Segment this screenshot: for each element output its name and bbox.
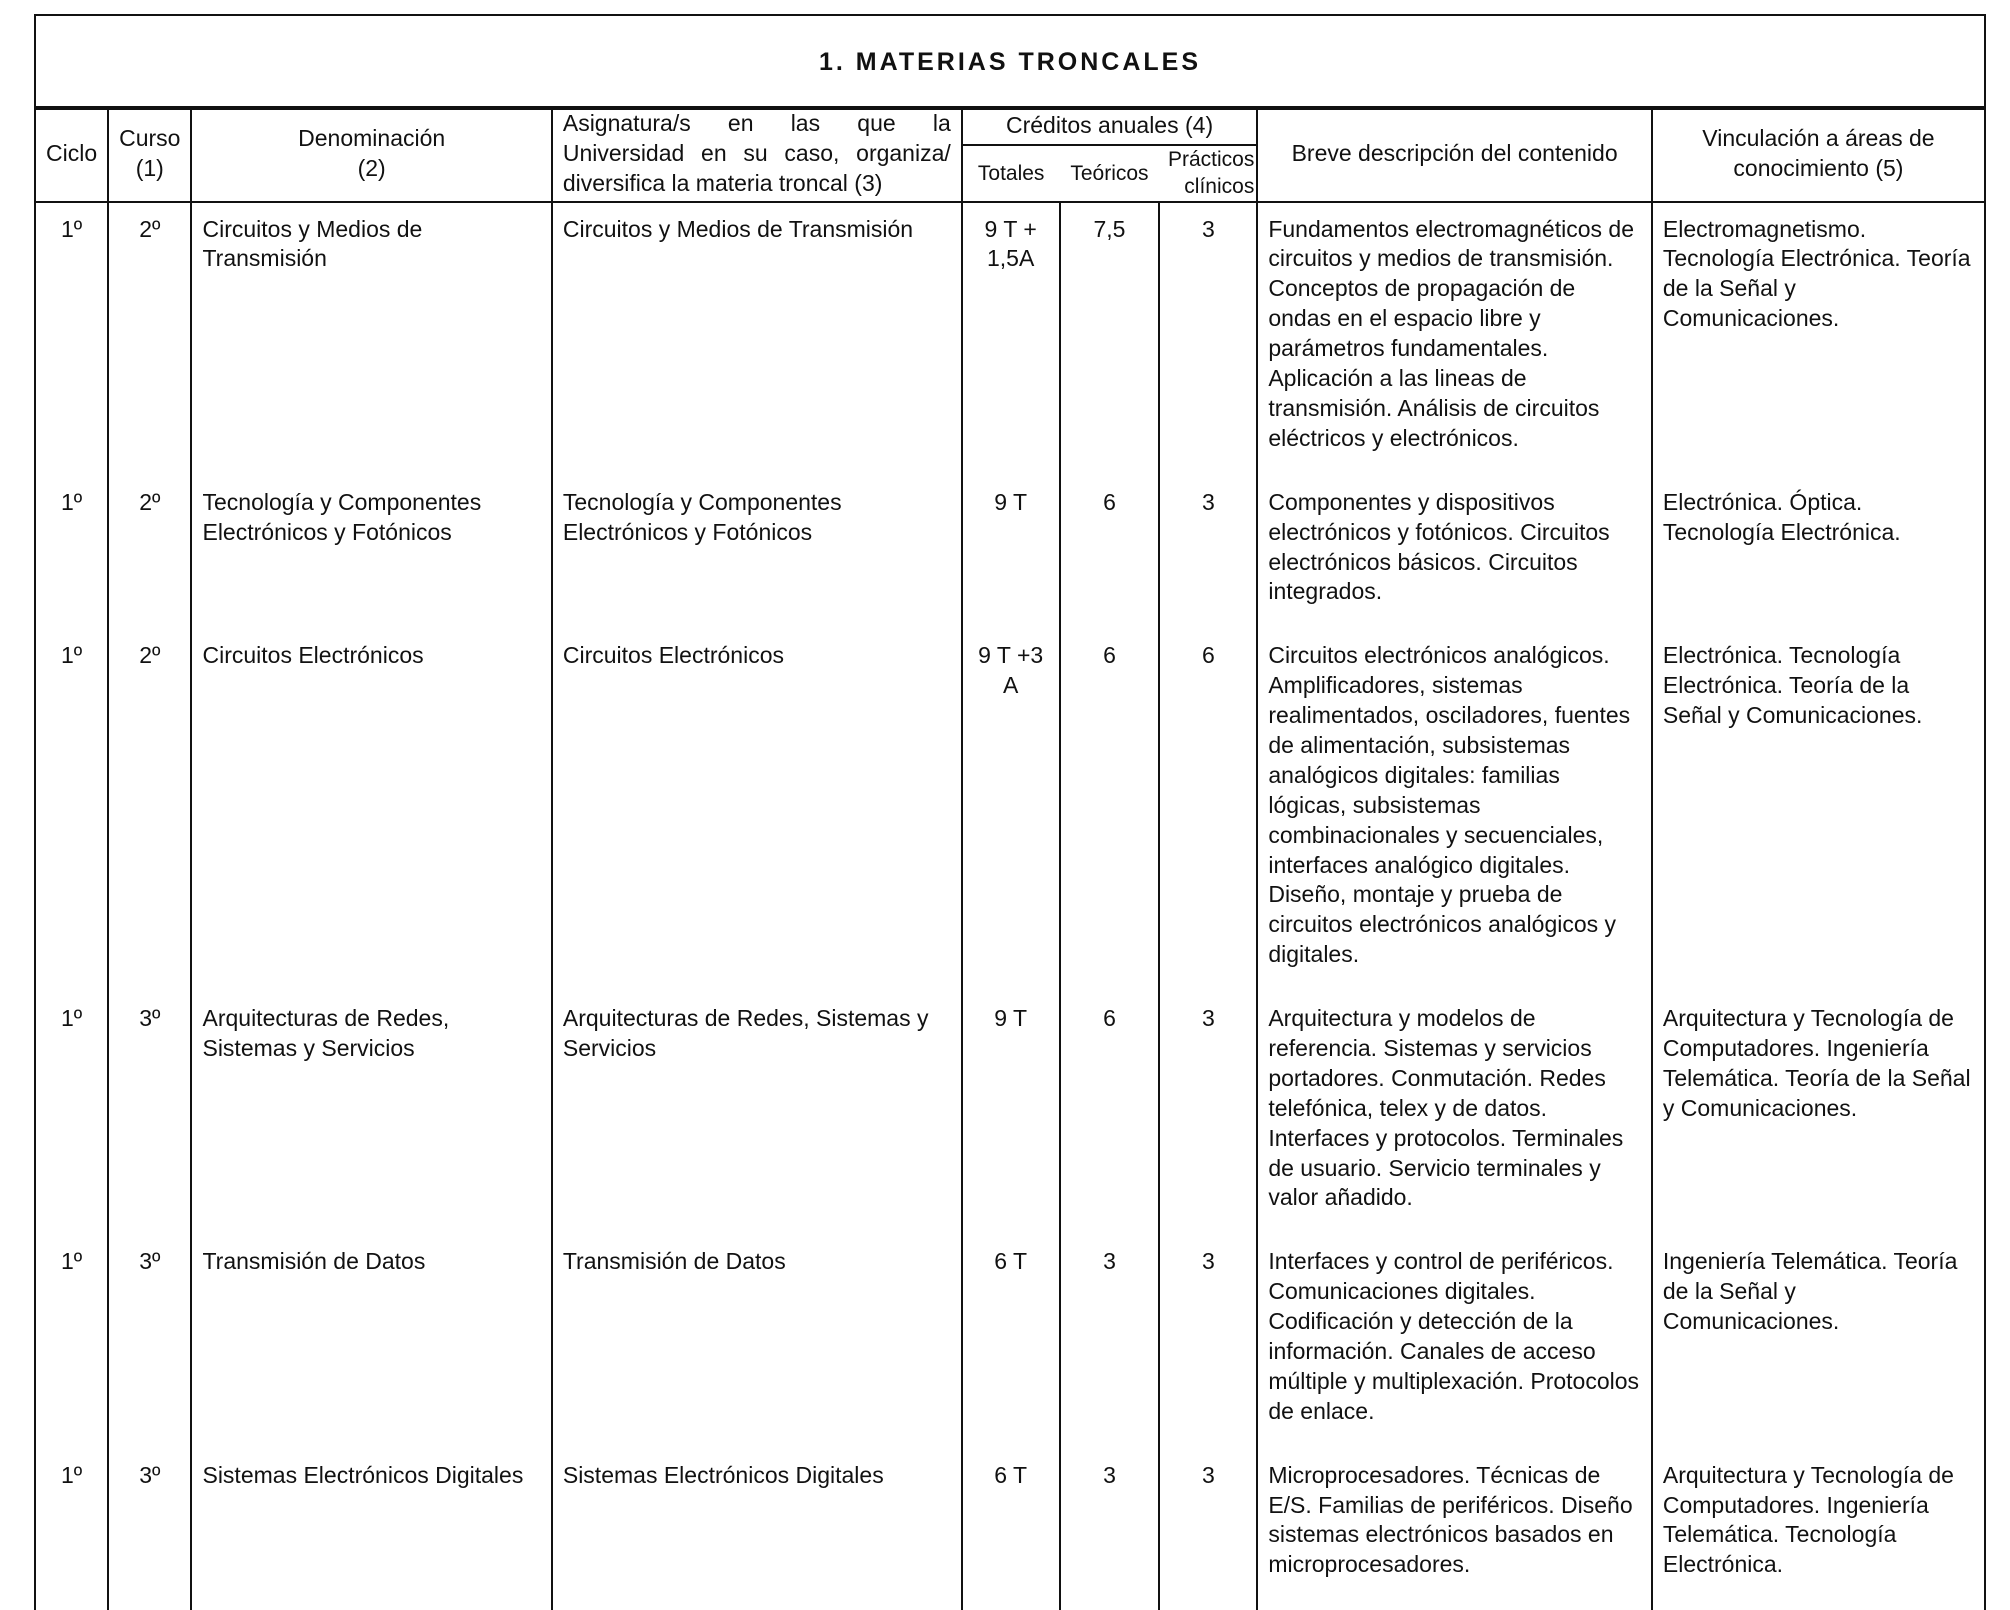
document-sheet <box>34 14 1986 1578</box>
header-ciclo-label: Ciclo <box>46 140 98 167</box>
table-body <box>35 202 1985 1610</box>
descripcion-cell: Arquitectura y modelos de referencia. Sistemas y servicios portadores. Conmutación. Redes telefónica, telex y de datos. Interfaces y protocolos. Terminales de usuario. Servicio terminales y valor añadido. <box>1257 992 1652 1235</box>
asignatura-cell: Circuitos Electrónicos <box>552 629 962 992</box>
teoricos-cell: 6 <box>1060 629 1160 992</box>
teoricos-cell: 3 <box>1060 1235 1160 1448</box>
curso-cell: 3º <box>108 992 191 1235</box>
title-box <box>34 14 1986 110</box>
vinculacion-cell: Arquitectura y Tecnología de Computadores. Ingeniería Telemática. Teoría de la Señal y Comunicaciones. <box>1652 992 1985 1235</box>
denominacion-cell: Tecnología y Componentes Electrónicos y Fotónicos <box>191 476 551 630</box>
totales-cell: 9 T +3 A <box>962 629 1060 992</box>
table-row <box>35 476 1985 630</box>
descripcion-cell: Interfaces y control de periféricos. Comunicaciones digitales. Codificación y detección de la información. Canales de acceso múltiple y multiplexación. Protocolos de enlace. <box>1257 1235 1652 1448</box>
header-teoricos-label: Teóricos <box>1070 161 1149 185</box>
header-creditos <box>962 107 1258 145</box>
table-header <box>35 107 1985 202</box>
header-ciclo <box>35 107 108 202</box>
ciclo-cell: 1º <box>35 202 108 476</box>
curso-cell: 2º <box>108 202 191 476</box>
asignatura-cell: Transmisión de Datos <box>552 1235 962 1448</box>
table-row <box>35 629 1985 992</box>
header-practicos-label: Prácticos clínicos <box>1167 148 1255 199</box>
asignatura-cell: Circuitos y Medios de Transmisión <box>552 202 962 476</box>
curso-cell: 2º <box>108 476 191 630</box>
totales-cell: 6 T <box>962 1449 1060 1610</box>
document-title: 1. MATERIAS TRONCALES <box>819 47 1201 76</box>
table-row <box>35 992 1985 1235</box>
denominacion-cell: Circuitos y Medios de Transmisión <box>191 202 551 476</box>
header-curso-note: (1) <box>135 155 164 182</box>
header-curso <box>108 107 191 202</box>
practicos-cell: 3 <box>1159 476 1257 630</box>
header-curso-label: Curso <box>119 125 181 152</box>
teoricos-cell: 3 <box>1060 1449 1160 1610</box>
descripcion-cell: Circuitos electrónicos analógicos. Amplificadores, sistemas realimentados, osciladores, fuentes de alimentación, subsistemas analógicos digitales: familias lógicas, subsistemas combinacionales y secuenciales, interfaces analógico digitales. Diseño, montaje y prueba de circuitos electrónicos analógicos y digitales. <box>1257 629 1652 992</box>
denominacion-cell: Transmisión de Datos <box>191 1235 551 1448</box>
asignatura-cell: Tecnología y Componentes Electrónicos y Fotónicos <box>552 476 962 630</box>
ciclo-cell: 1º <box>35 1235 108 1448</box>
totales-cell: 9 T <box>962 476 1060 630</box>
ciclo-cell: 1º <box>35 476 108 630</box>
header-practicos <box>1159 145 1257 202</box>
header-vinculacion <box>1652 107 1985 202</box>
curso-cell: 3º <box>108 1235 191 1448</box>
vinculacion-cell: Ingeniería Telemática. Teoría de la Señal y Comunicaciones. <box>1652 1235 1985 1448</box>
denominacion-cell: Circuitos Electrónicos <box>191 629 551 992</box>
totales-cell: 6 T <box>962 1235 1060 1448</box>
header-denominacion-label: Denominación <box>298 125 446 152</box>
denominacion-cell: Sistemas Electrónicos Digitales <box>191 1449 551 1610</box>
header-teoricos <box>1060 145 1160 202</box>
table-row <box>35 1449 1985 1610</box>
table-row <box>35 202 1985 476</box>
header-asignatura <box>552 107 962 202</box>
vinculacion-cell: Electrónica. Óptica. Tecnología Electrónica. <box>1652 476 1985 630</box>
ciclo-cell: 1º <box>35 629 108 992</box>
totales-cell: 9 T + 1,5A <box>962 202 1060 476</box>
totales-cell: 9 T <box>962 992 1060 1235</box>
practicos-cell: 3 <box>1159 1235 1257 1448</box>
header-descripcion-label: Breve descripción del contenido <box>1291 140 1618 167</box>
ciclo-cell: 1º <box>35 992 108 1235</box>
header-denominacion-note: (2) <box>357 155 386 182</box>
practicos-cell: 3 <box>1159 992 1257 1235</box>
practicos-cell: 3 <box>1159 1449 1257 1610</box>
teoricos-cell: 6 <box>1060 476 1160 630</box>
header-descripcion <box>1257 107 1652 202</box>
asignatura-cell: Arquitecturas de Redes, Sistemas y Servicios <box>552 992 962 1235</box>
header-vinculacion-label: Vinculación a áreas de conocimiento (5) <box>1702 125 1935 182</box>
header-totales <box>962 145 1060 202</box>
descripcion-cell: Componentes y dispositivos electrónicos y fotónicos. Circuitos electrónicos básicos. Circuitos integrados. <box>1257 476 1652 630</box>
practicos-cell: 6 <box>1159 629 1257 992</box>
ciclo-cell: 1º <box>35 1449 108 1610</box>
denominacion-cell: Arquitecturas de Redes, Sistemas y Servicios <box>191 992 551 1235</box>
asignatura-cell: Sistemas Electrónicos Digitales <box>552 1449 962 1610</box>
table-row <box>35 1235 1985 1448</box>
vinculacion-cell: Arquitectura y Tecnología de Computadores. Ingeniería Telemática. Tecnología Electrónica. <box>1652 1449 1985 1610</box>
teoricos-cell: 7,5 <box>1060 202 1160 476</box>
materias-table <box>34 106 1986 1610</box>
teoricos-cell: 6 <box>1060 992 1160 1235</box>
practicos-cell: 3 <box>1159 202 1257 476</box>
vinculacion-cell: Electrónica. Tecnología Electrónica. Teoría de la Señal y Comunicaciones. <box>1652 629 1985 992</box>
descripcion-cell: Fundamentos electromagnéticos de circuitos y medios de transmisión. Conceptos de propagación de ondas en el espacio libre y parámetros fundamentales. Aplicación a las lineas de transmisión. Análisis de circuitos eléctricos y electrónicos. <box>1257 202 1652 476</box>
curso-cell: 2º <box>108 629 191 992</box>
header-creditos-label: Créditos anuales (4) <box>1006 112 1214 139</box>
curso-cell: 3º <box>108 1449 191 1610</box>
header-denominacion <box>191 107 551 202</box>
header-asignatura-label: Asignatura/s en las que la Universidad en su caso, organiza/ diversifica la materia troncal (3) <box>562 110 951 197</box>
descripcion-cell: Microprocesadores. Técnicas de E/S. Familias de periféricos. Diseño sistemas electrónicos basados en microprocesadores. <box>1257 1449 1652 1610</box>
header-totales-label: Totales <box>977 161 1045 185</box>
vinculacion-cell: Electromagnetismo. Tecnología Electrónica. Teoría de la Señal y Comunicaciones. <box>1652 202 1985 476</box>
